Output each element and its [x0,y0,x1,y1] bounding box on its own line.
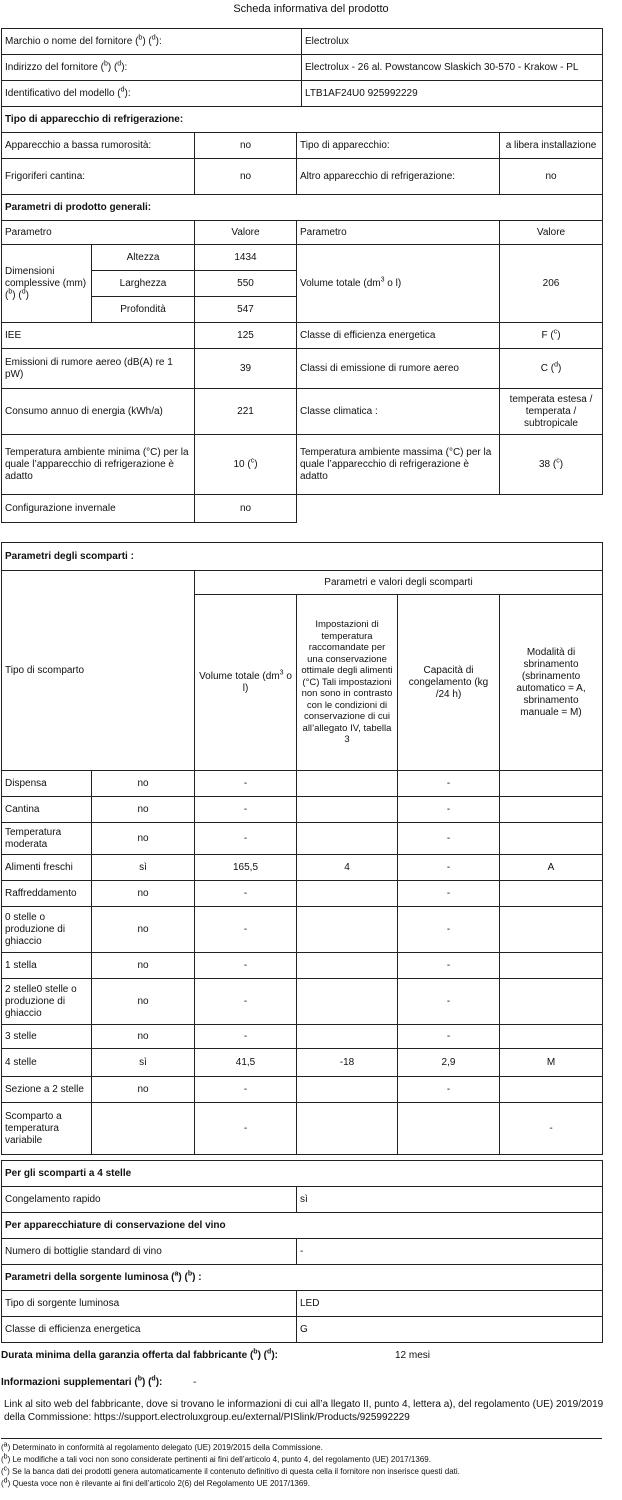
compartment-temp [297,797,398,823]
compartment-freeze: - [398,953,500,979]
volume-label: Volume totale ($dm^3$ o l) [297,245,500,323]
manufacturer-link-text: Link al sito web del fabbricante, dove si trovano le informazioni di cui all’a llegato II, punto 4, lettera a), del regolamento (UE) 2019/2019 della Commissione: https://support.electroluxgroup.eu/external/PISlink/Products/925992229 [4,1399,604,1423]
brand-label: Marchio o nome del fornitore ($^b$) ($^d$): [2,29,302,55]
compartment-name: Temperatura moderata [2,823,92,855]
compartment-present: no [92,979,195,1025]
climate-label: Classe climatica : [297,389,500,435]
depth-value: 547 [195,297,297,323]
page-title: Scheda informativa del prodotto [233,3,389,15]
compartment-defrost: M [500,1049,603,1077]
compartment-name: 0 stelle o produzione di ghiaccio [2,907,92,953]
table-row [2,907,603,953]
extra-info-label: Informazioni supplementari ($^b$) ($^d$): [1,1375,163,1388]
table-row [2,823,603,855]
compartment-defrost [500,1077,603,1103]
compartment-freeze: - [398,855,500,881]
table-row [2,1025,603,1049]
param-header-right: Parametro [297,221,500,245]
light-class-label: Classe di efficienza energetica [2,1317,297,1343]
compartment-name: Scomparto a temperatura variabile [2,1103,92,1155]
extra-info-value: - [193,1377,197,1388]
min-temp-label: Temperatura ambiente minima (°C) per la quale l’apparecchio di refrigerazione è adatto [2,435,195,495]
noise-value: 39 [195,349,297,389]
compartment-temp-header: Impostazioni di temperatura raccomandate per una conservazione ottimale degli alimenti (°C) Tali impostazioni non sono in contrasto con le condizioni di conservazione di cui all’allegato IV, tabella 3 [297,595,398,771]
compartment-temp [297,953,398,979]
table-row [2,855,603,881]
consumption-label: Consumo annuo di energia (kWh/a) [2,389,195,435]
compartment-name: Raffreddamento [2,881,92,907]
compartment-defrost [500,771,603,797]
compartment-present: no [92,953,195,979]
four-star-heading: Per gli scomparti a 4 stelle [2,1161,603,1187]
param-header: Parametro [2,221,195,245]
height-value: 1434 [195,245,297,271]
compartment-volume: - [195,979,297,1025]
table-row [2,771,603,797]
compartment-defrost [500,823,603,855]
compartment-freeze: - [398,979,500,1025]
compartment-temp [297,771,398,797]
compartment-freeze: 2,9 [398,1049,500,1077]
compartment-temp [297,881,398,907]
compartment-volume: - [195,1103,297,1155]
compartment-group-header: Parametri e valori degli scomparti [195,571,603,595]
compartment-defrost: A [500,855,603,881]
low-noise-value: no [195,133,297,159]
light-heading: Parametri della sorgente luminosa ($^a$) ($^b$) : [2,1265,603,1291]
compartment-temp [297,907,398,953]
consumption-value: 221 [195,389,297,435]
footnote-c: ($^c$) Se la banca dati dei prodotti genera automaticamente il contenuto definitivo di questa cella il fornitore non inserisce questi dati. [1,1465,460,1476]
compartment-defrost [500,881,603,907]
min-temp-value: 10 ($^c$) [195,435,297,495]
compartment-type-header: Tipo di scomparto [2,571,195,771]
footnote-b: ($^b$) Le modifiche a tali voci non sono considerate pertinenti ai fini dell’articolo 4, punto 4, del regolamento (UE) 2017/1369. [1,1453,431,1464]
compartment-freeze-header: Capacità di congelamento (kg /24 h) [398,595,500,771]
device-type-label: Tipo di apparecchio: [297,133,500,159]
compartment-freeze: - [398,881,500,907]
wine-heading: Per apparecchiature di conservazione del vino [2,1213,603,1239]
compartment-defrost [500,979,603,1025]
footnote-d: ($^d$) Questa voce non è rilevante ai fini dell’articolo 2(6) del Regolamento UE 2017/1369. [1,1477,310,1488]
compartment-present: no [92,1025,195,1049]
compartment-freeze: - [398,1025,500,1049]
light-type-value: LED [297,1291,603,1317]
compartment-volume: - [195,797,297,823]
general-heading: Parametri di prodotto generali: [2,195,603,221]
value-header-right: Valore [500,221,603,245]
compartment-present [92,1103,195,1155]
refrigeration-type-heading: Tipo di apparecchio di refrigerazione: [2,107,603,133]
winter-value: no [195,495,297,523]
extra-sections-table [1,1160,603,1343]
compartment-volume-header: Volume totale ($dm^3$ o l) [195,595,297,771]
compartment-name: Sezione a 2 stelle [2,1077,92,1103]
compartment-present: no [92,907,195,953]
compartments-heading: Parametri degli scomparti : [2,543,603,571]
compartment-temp: -18 [297,1049,398,1077]
compartment-present: sì [92,855,195,881]
max-temp-label: Temperatura ambiente massima (°C) per la quale l’apparecchio di refrigerazione è adatto [297,435,500,495]
compartment-volume: - [195,953,297,979]
footnote-a: ($^a$) Determinato in conformità al regolamento delegato (UE) 2019/2015 della Commissione. [1,1441,323,1452]
compartment-volume: - [195,907,297,953]
compartment-temp: 4 [297,855,398,881]
compartment-present: no [92,771,195,797]
model-label: Identificativo del modello ($^d$): [2,81,302,107]
compartment-present: no [92,881,195,907]
extra-info-row [1,1375,602,1395]
iee-label: IEE [2,323,195,349]
compartment-freeze [398,1103,500,1155]
model-value: LTB1AF24U0 925992229 [302,81,603,107]
value-header: Valore [195,221,297,245]
other-device-value: no [500,159,603,195]
compartment-name: 3 stelle [2,1025,92,1049]
warranty-label: Durata minima della garanzia offerta dal fabbricante ($^b$) ($^d$): [1,1348,278,1361]
compartment-volume: - [195,1077,297,1103]
compartment-volume: 41,5 [195,1049,297,1077]
low-noise-label: Apparecchio a bassa rumorosità: [2,133,195,159]
compartment-name: 2 stelle0 stelle o produzione di ghiaccio [2,979,92,1025]
table-row [2,797,603,823]
width-value: 550 [195,271,297,297]
compartment-name: Cantina [2,797,92,823]
compartment-name: Alimenti freschi [2,855,92,881]
compartment-freeze: - [398,823,500,855]
compartment-volume: - [195,1025,297,1049]
other-device-label: Altro apparecchio di refrigerazione: [297,159,500,195]
noise-class-value: C ($^d$) [500,349,603,389]
general-table [1,106,603,523]
compartment-defrost: - [500,1103,603,1155]
address-label: Indirizzo del fornitore ($^b$) ($^d$): [2,55,302,81]
compartments-table [1,542,603,1155]
compartment-present: no [92,823,195,855]
compartment-volume: 165,5 [195,855,297,881]
compartment-name: 1 stella [2,953,92,979]
bottles-label: Numero di bottiglie standard di vino [2,1239,297,1265]
compartment-defrost [500,797,603,823]
supplier-table [1,28,603,107]
compartment-temp [297,1103,398,1155]
compartment-name: 4 stelle [2,1049,92,1077]
footnotes [1,1438,602,1490]
table-row [2,881,603,907]
energy-class-label: Classe di efficienza energetica [297,323,500,349]
light-class-value: G [297,1317,603,1343]
wine-fridge-label: Frigoriferi cantina: [2,159,195,195]
brand-value: Electrolux [302,29,603,55]
compartment-freeze: - [398,771,500,797]
compartment-temp [297,1077,398,1103]
noise-label: Emissioni di rumore aereo (dB(A) re 1 pW) [2,349,195,389]
compartment-temp [297,979,398,1025]
compartment-freeze: - [398,797,500,823]
fast-freeze-label: Congelamento rapido [2,1187,297,1213]
compartment-temp [297,1025,398,1049]
compartment-present: no [92,797,195,823]
depth-label: Profondità [92,297,195,323]
table-row [2,1103,603,1155]
width-label: Larghezza [92,271,195,297]
compartment-volume: - [195,823,297,855]
volume-value: 206 [500,245,603,323]
address-value: Electrolux - 26 al. Powstancow Slaskich 30-570 - Krakow - PL [302,55,603,81]
fast-freeze-value: sì [297,1187,603,1213]
compartment-volume: - [195,881,297,907]
compartment-defrost [500,1025,603,1049]
compartment-temp [297,823,398,855]
compartment-freeze: - [398,907,500,953]
compartment-volume: - [195,771,297,797]
table-row [2,1077,603,1103]
bottles-value: - [297,1239,603,1265]
dimensions-label: Dimensioni complessive (mm) ($^b$) ($^d$) [2,245,92,323]
energy-class-value: F ($^c$) [500,323,603,349]
warranty-value: 12 mesi [395,1350,431,1361]
compartment-freeze: - [398,1077,500,1103]
warranty-row [1,1348,602,1368]
height-label: Altezza [92,245,195,271]
compartment-defrost [500,953,603,979]
compartment-defrost [500,907,603,953]
table-row [2,1049,603,1077]
device-type-value: a libera installazione [500,133,603,159]
compartment-defrost-header: Modalità di sbrinamento (sbrinamento automatico = A, sbrinamento manuale = M) [500,595,603,771]
noise-class-label: Classi di emissione di rumore aereo [297,349,500,389]
compartment-name: Dispensa [2,771,92,797]
wine-fridge-value: no [195,159,297,195]
compartment-present: sì [92,1049,195,1077]
max-temp-value: 38 ($^c$) [500,435,603,495]
iee-value: 125 [195,323,297,349]
compartment-present: no [92,1077,195,1103]
climate-value: temperata estesa / temperata / subtropicale [500,389,603,435]
winter-label: Configurazione invernale [2,495,195,523]
light-type-label: Tipo di sorgente luminosa [2,1291,297,1317]
table-row [2,979,603,1025]
table-row [2,953,603,979]
